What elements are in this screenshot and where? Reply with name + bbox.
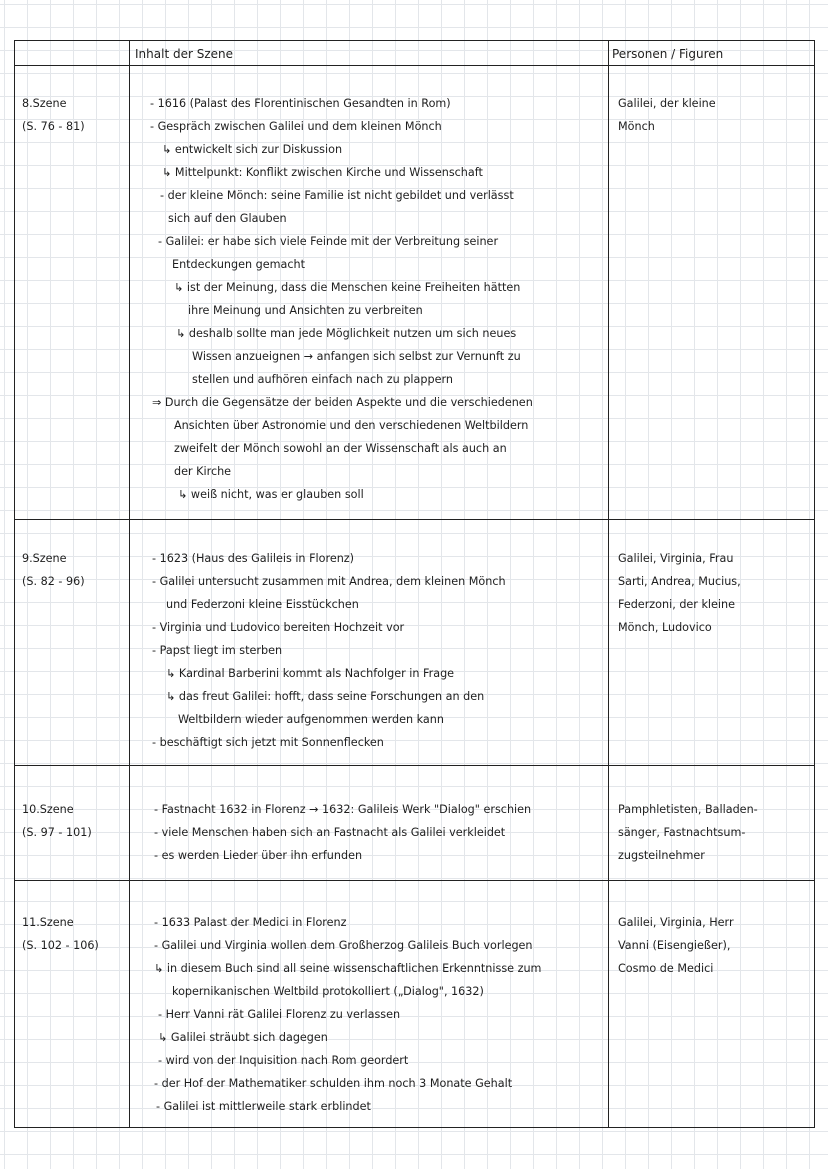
content-line: - 1633 Palast der Medici in Florenz: [154, 916, 347, 929]
content-line: kopernikanischen Weltbild protokolliert („Dialog", 1632): [172, 985, 484, 998]
content-line: - wird von der Inquisition nach Rom geordert: [158, 1054, 409, 1067]
persons-line: Galilei, der kleine: [618, 97, 716, 110]
content-line: ↳ entwickelt sich zur Diskussion: [162, 143, 343, 156]
scene-pages: (S. 97 - 101): [22, 826, 92, 839]
scene-number: 10.Szene: [22, 803, 74, 816]
persons-line: Mönch, Ludovico: [618, 621, 712, 634]
content-line: - der Hof der Mathematiker schulden ihm noch 3 Monate Gehalt: [154, 1077, 513, 1090]
content-line: sich auf den Glauben: [168, 212, 287, 225]
content-line: Entdeckungen gemacht: [172, 258, 305, 271]
content-line: Wissen anzueignen → anfangen sich selbst zur Vernunft zu: [192, 350, 521, 363]
content-line: ⇒ Durch die Gegensätze der beiden Aspekte und die verschiedenen: [152, 396, 533, 409]
content-line: ↳ Kardinal Barberini kommt als Nachfolger in Frage: [166, 667, 455, 680]
content-line: und Federzoni kleine Eisstückchen: [166, 598, 359, 611]
content-line: - es werden Lieder über ihn erfunden: [154, 849, 363, 862]
row-divider: [15, 880, 814, 881]
content-line: - viele Menschen haben sich an Fastnacht als Galilei verkleidet: [154, 826, 506, 839]
content-line: ↳ Mittelpunkt: Konflikt zwischen Kirche und Wissenschaft: [162, 166, 483, 179]
persons-line: Galilei, Virginia, Frau: [618, 552, 734, 565]
content-line: - Fastnacht 1632 in Florenz → 1632: Galileis Werk "Dialog" erschien: [154, 803, 532, 816]
content-line: ↳ in diesem Buch sind all seine wissenschaftlichen Erkenntnisse zum: [154, 962, 542, 975]
scene-number: 9.Szene: [22, 552, 67, 565]
persons-line: Mönch: [618, 120, 655, 133]
persons-line: Federzoni, der kleine: [618, 598, 736, 611]
column-divider: [608, 41, 609, 1127]
content-line: - Papst liegt im sterben: [152, 644, 283, 657]
content-line: - 1623 (Haus des Galileis in Florenz): [152, 552, 355, 565]
header-divider: [15, 65, 814, 66]
persons-line: Galilei, Virginia, Herr: [618, 916, 734, 929]
content-line: zweifelt der Mönch sowohl an der Wissenschaft als auch an: [174, 442, 507, 455]
scene-pages: (S. 102 - 106): [22, 939, 99, 952]
content-line: ihre Meinung und Ansichten zu verbreiten: [188, 304, 423, 317]
content-line: - der kleine Mönch: seine Familie ist nicht gebildet und verlässt: [160, 189, 514, 202]
content-line: Weltbildern wieder aufgenommen werden kann: [178, 713, 444, 726]
scene-pages: (S. 82 - 96): [22, 575, 85, 588]
content-line: ↳ deshalb sollte man jede Möglichkeit nutzen um sich neues: [176, 327, 517, 340]
scene-number: 11.Szene: [22, 916, 74, 929]
content-line: ↳ Galilei sträubt sich dagegen: [158, 1031, 328, 1044]
content-line: - Galilei: er habe sich viele Feinde mit der Verbreitung seiner: [158, 235, 499, 248]
content-line: stellen und aufhören einfach nach zu plappern: [192, 373, 453, 386]
content-line: - 1616 (Palast des Florentinischen Gesandten in Rom): [150, 97, 451, 110]
column-divider: [129, 41, 130, 1127]
header-content: Inhalt der Szene: [135, 47, 233, 61]
scene-number: 8.Szene: [22, 97, 67, 110]
content-line: - Galilei ist mittlerweile stark erblindet: [156, 1100, 371, 1113]
content-line: ↳ weiß nicht, was er glauben soll: [178, 488, 364, 501]
content-line: - Virginia und Ludovico bereiten Hochzeit vor: [152, 621, 405, 634]
content-line: - Galilei und Virginia wollen dem Großherzog Galileis Buch vorlegen: [154, 939, 533, 952]
persons-line: zugsteilnehmer: [618, 849, 705, 862]
row-divider: [15, 765, 814, 766]
scene-pages: (S. 76 - 81): [22, 120, 85, 133]
content-line: ↳ das freut Galilei: hofft, dass seine Forschungen an den: [166, 690, 485, 703]
persons-line: Vanni (Eisengießer),: [618, 939, 731, 952]
persons-line: Sarti, Andrea, Mucius,: [618, 575, 741, 588]
content-line: - Herr Vanni rät Galilei Florenz zu verlassen: [158, 1008, 401, 1021]
row-divider: [15, 519, 814, 520]
persons-line: sänger, Fastnachtsum-: [618, 826, 746, 839]
content-line: Ansichten über Astronomie und den verschiedenen Weltbildern: [174, 419, 529, 432]
content-line: ↳ ist der Meinung, dass die Menschen keine Freiheiten hätten: [174, 281, 521, 294]
header-persons: Personen / Figuren: [612, 47, 724, 61]
persons-line: Pamphletisten, Balladen-: [618, 803, 758, 816]
content-line: - beschäftigt sich jetzt mit Sonnenflecken: [152, 736, 384, 749]
content-line: der Kirche: [174, 465, 232, 478]
persons-line: Cosmo de Medici: [618, 962, 714, 975]
content-line: - Gespräch zwischen Galilei und dem kleinen Mönch: [150, 120, 442, 133]
content-line: - Galilei untersucht zusammen mit Andrea, dem kleinen Mönch: [152, 575, 506, 588]
